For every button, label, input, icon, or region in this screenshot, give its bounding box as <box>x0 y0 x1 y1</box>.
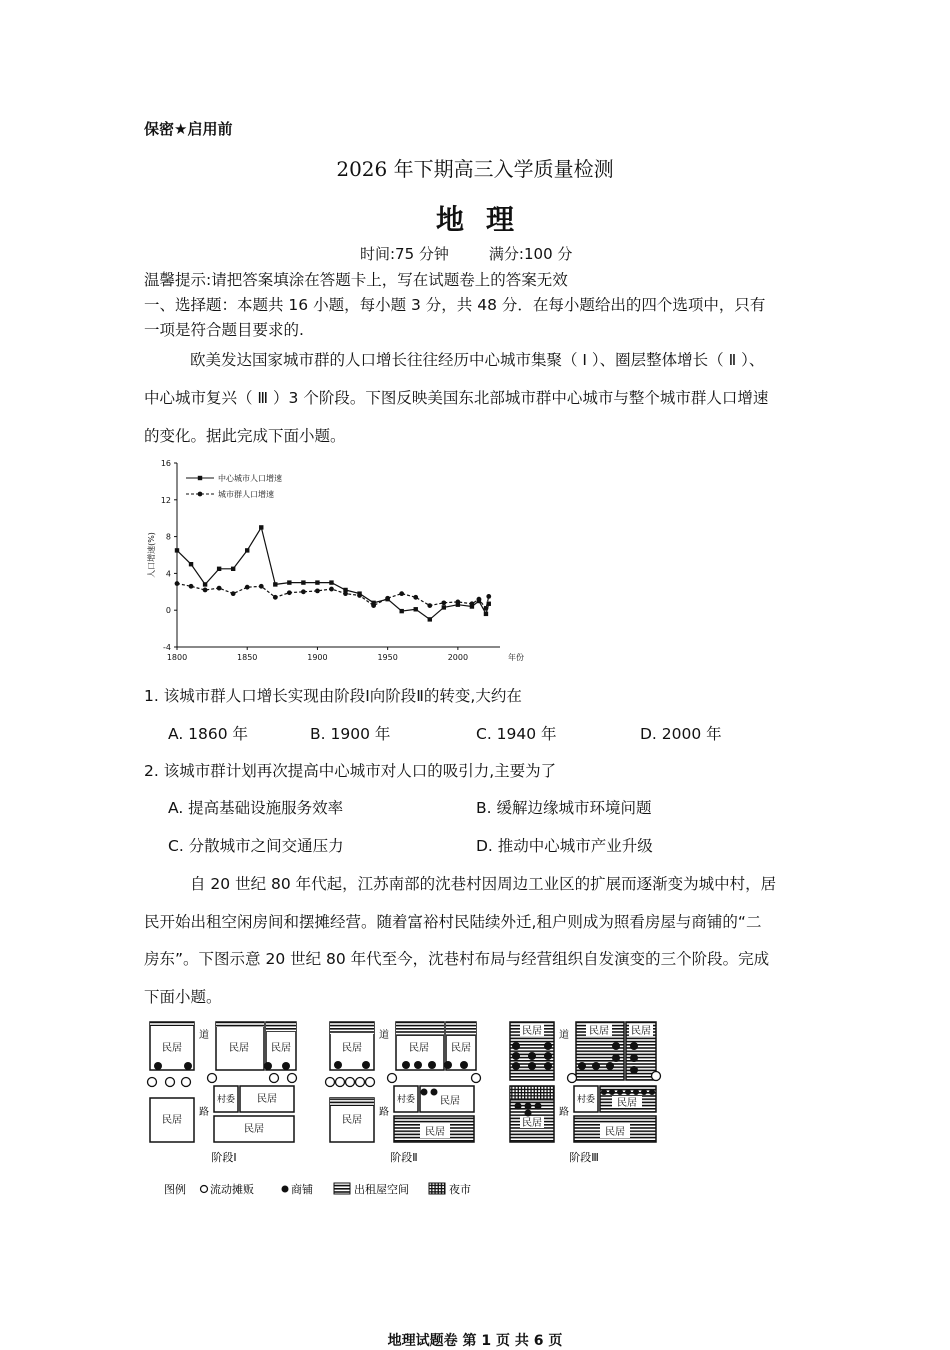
house-label: 民居 <box>451 1043 471 1054</box>
question-2-option-c[interactable]: C. 分散城市之间交通压力 <box>168 837 344 855</box>
notice: 温馨提示:请把答案填涂在答题卡上，写在试题卷上的答案无效 <box>144 271 568 289</box>
series-1-point <box>175 548 179 552</box>
chart-legend <box>186 473 282 499</box>
house-label: 民居 <box>631 1026 651 1037</box>
series-2-point <box>189 584 194 589</box>
series-2-point <box>287 590 292 595</box>
village-committee-label: 村委 <box>216 1095 236 1105</box>
x-tick-label: 1800 <box>166 653 188 662</box>
stage-3-night-market <box>510 1086 554 1100</box>
house-label: 民居 <box>162 1043 182 1054</box>
road-label: 道 <box>559 1030 569 1041</box>
series-1-point <box>414 607 418 611</box>
house-label: 民居 <box>257 1094 277 1105</box>
passage2-line-1: 自 20 世纪 80 年代起，江苏南部的沈巷村因周边工业区的扩展而逐渐变为城中村，居 <box>190 875 777 893</box>
house-label: 民居 <box>522 1026 542 1037</box>
question-2-option-d[interactable]: D. 推动中心城市产业升级 <box>476 837 653 855</box>
house-label: 民居 <box>605 1127 625 1138</box>
x-tick-label: 1850 <box>237 653 258 662</box>
street-vendor-icon <box>201 1186 208 1193</box>
section-instruction-line-2: 一项是符合题目要求的. <box>144 321 304 339</box>
passage1-line-2: 中心城市复兴（ Ⅲ ）3 个阶段。下图反映美国东北部城市群中心城市与整个城市群人口增速 <box>144 389 769 407</box>
y-tick-label: 12 <box>160 495 171 505</box>
series-2-point <box>217 586 222 591</box>
series-2-point <box>315 588 320 593</box>
x-axis-label: 年份 <box>508 653 524 662</box>
house-label: 民居 <box>522 1118 542 1129</box>
series-2-point <box>486 594 491 599</box>
stage-3-layout <box>510 1022 661 1164</box>
passage1-line-1: 欧美发达国家城市群的人口增长往往经历中心城市集聚（ Ⅰ ）、圈层整体增长（ Ⅱ ）、 <box>190 351 765 369</box>
section-instruction-line-1: 一、选择题：本题共 16 小题，每小题 3 分，共 48 分．在每小题给出的四个选项中，只有 <box>144 296 766 314</box>
x-tick-label: 2000 <box>447 653 469 662</box>
series-1-point <box>273 582 277 586</box>
house-label: 民居 <box>229 1043 249 1054</box>
series-2-point <box>231 591 236 596</box>
series-2-point <box>245 585 250 590</box>
stage-1-rental-space <box>150 1022 194 1026</box>
road-label: 路 <box>199 1107 209 1118</box>
chart-axes <box>146 459 524 662</box>
house-label: 民居 <box>425 1127 445 1138</box>
exam-time: 时间:75 分钟 <box>360 245 449 263</box>
stage-1-rental-space <box>216 1022 264 1027</box>
series-1-point <box>329 580 333 584</box>
series-2-point <box>175 581 180 586</box>
house-label: 民居 <box>409 1043 429 1054</box>
y-tick-label: 16 <box>160 459 171 468</box>
page-footer: 地理试题卷 第 1 页 共 6 页 <box>387 1333 563 1349</box>
stage-1-rental-space <box>266 1022 296 1032</box>
legend-marker-2 <box>198 492 203 497</box>
series-2-point <box>399 591 404 596</box>
stage-2-rental-space <box>446 1022 476 1036</box>
series-1-point <box>315 580 319 584</box>
series-1-point <box>203 582 207 586</box>
exam-time-line <box>360 243 572 264</box>
series-1-point <box>245 548 249 552</box>
legend-night-market: 夜市 <box>449 1183 471 1196</box>
house-label: 民居 <box>271 1043 291 1054</box>
series-2-point <box>273 595 278 600</box>
series-2-point <box>477 597 482 602</box>
series-2-point <box>371 603 376 608</box>
series-2-point <box>343 591 348 596</box>
legend-marker-1 <box>198 476 202 480</box>
series-2-point <box>441 600 446 605</box>
rental-space-icon <box>334 1183 350 1194</box>
question-2-option-b[interactable]: B. 缓解边缘城市环境问题 <box>476 799 652 817</box>
legend-street-vendor: 流动摊贩 <box>210 1183 254 1196</box>
stage-2-layout <box>326 1022 481 1164</box>
series-2-point <box>301 589 306 594</box>
series-2-point <box>455 600 460 605</box>
stage-2-street-vendors <box>326 1074 481 1087</box>
series-1-point <box>287 580 291 584</box>
stage-1-layout <box>148 1022 297 1164</box>
question-1-stem: 1. 该城市群人口增长实现由阶段Ⅰ向阶段Ⅱ的转变,大约在 <box>144 687 522 705</box>
series-1-point <box>442 605 446 609</box>
exam-full-score: 满分:100 分 <box>488 245 573 263</box>
passage2-line-2: 民开始出租空闲房间和摆摊经营。随着富裕村民陆续外迁,租户则成为照看房屋与商铺的“二 <box>144 913 762 931</box>
legend-shop: 商铺 <box>291 1183 313 1196</box>
stage-2-rental-space <box>396 1022 444 1036</box>
legend-rental-space: 出租屋空间 <box>354 1183 409 1196</box>
village-evolution-diagram <box>140 1012 680 1204</box>
night-market-icon <box>429 1183 445 1194</box>
series-1-point <box>231 567 235 571</box>
chart-series <box>175 525 492 621</box>
series-2-point <box>259 584 264 589</box>
house-label: 民居 <box>342 1115 362 1126</box>
question-2-option-a[interactable]: A. 提高基础设施服务效率 <box>168 799 344 817</box>
stage-3-label: 阶段Ⅲ <box>569 1151 599 1164</box>
stage-1-label: 阶段Ⅰ <box>211 1151 237 1164</box>
population-growth-chart <box>140 452 530 674</box>
stage-2-rental-space <box>330 1098 374 1106</box>
road-label: 路 <box>559 1107 569 1118</box>
village-committee-label: 村委 <box>576 1095 596 1105</box>
house-label: 民居 <box>162 1115 182 1126</box>
series-2-point <box>427 603 432 608</box>
series-2-point <box>470 601 475 606</box>
series-2-point <box>203 588 208 593</box>
legend-label-2: 城市群人口增速 <box>218 490 274 499</box>
house-label: 民居 <box>244 1124 264 1135</box>
house-label: 民居 <box>617 1098 637 1109</box>
stage-2-label: 阶段Ⅱ <box>390 1151 418 1164</box>
road-label: 道 <box>199 1030 209 1041</box>
exam-title: 2026 年下期高三入学质量检测 <box>336 157 614 181</box>
series-2-point <box>385 596 390 601</box>
question-1-option-b[interactable]: B. 1900 年 <box>310 725 391 743</box>
legend-label-1: 中心城市人口增速 <box>218 474 282 483</box>
series-2-point <box>329 587 334 592</box>
series-2-point <box>357 593 362 598</box>
series-1-point <box>217 567 221 571</box>
series-2-point <box>413 595 418 600</box>
series-1-point <box>399 609 403 613</box>
stage-2-rental-space <box>330 1022 374 1034</box>
passage2-line-3: 房东”。下图示意 20 世纪 80 年代至今，沈巷村布局与经营组织自发演变的三个阶段。完成 <box>144 950 770 968</box>
x-tick-label: 1900 <box>307 653 328 662</box>
road-label: 路 <box>379 1107 389 1118</box>
question-1-option-c[interactable]: C. 1940 年 <box>476 725 557 743</box>
passage1-line-3: 的变化。据此完成下面小题。 <box>144 427 346 445</box>
stage-1-street-vendors <box>148 1074 297 1087</box>
question-1-option-a[interactable]: A. 1860 年 <box>168 725 249 743</box>
series-1-point <box>259 525 263 529</box>
house-label: 民居 <box>589 1026 609 1037</box>
y-axis-label: 人口增速(%) <box>147 532 156 578</box>
series-1-point <box>484 612 488 616</box>
diagram-legend <box>164 1182 471 1196</box>
y-tick-label: -4 <box>163 643 171 652</box>
village-committee-label: 村委 <box>396 1095 416 1105</box>
series-2-point <box>484 606 489 611</box>
series-1-point <box>428 617 432 621</box>
series-1-point <box>189 562 193 566</box>
road-label: 道 <box>379 1030 389 1041</box>
house-label: 民居 <box>342 1043 362 1054</box>
x-tick-label: 1950 <box>377 653 398 662</box>
y-tick-label: 8 <box>165 532 171 542</box>
confidential-mark: 保密★启用前 <box>144 120 233 138</box>
subject-title: 地理 <box>435 203 536 236</box>
passage2-line-4: 下面小题。 <box>144 988 222 1006</box>
question-2-stem: 2. 该城市群计划再次提高中心城市对人口的吸引力,主要为了 <box>144 762 557 780</box>
series-1-point <box>301 580 305 584</box>
y-tick-label: 0 <box>165 606 171 616</box>
y-tick-label: 4 <box>165 569 171 579</box>
shop-icon <box>282 1186 289 1193</box>
legend-title: 图例 <box>164 1183 186 1196</box>
question-1-option-d[interactable]: D. 2000 年 <box>640 725 722 743</box>
house-label: 民居 <box>440 1096 460 1107</box>
